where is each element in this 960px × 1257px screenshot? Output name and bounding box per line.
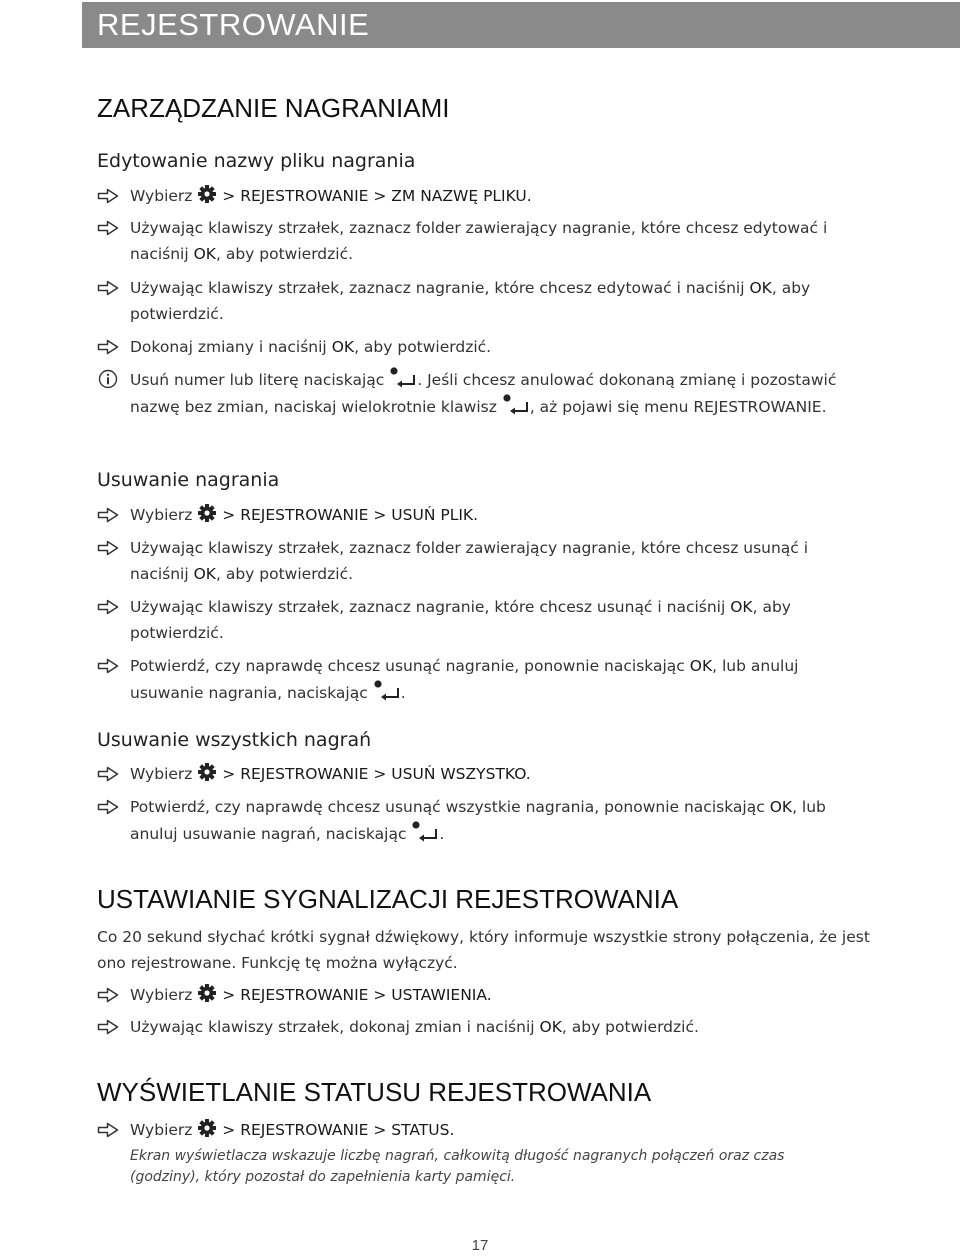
arrow-right-icon bbox=[97, 658, 119, 674]
step-text: Wybierz bbox=[130, 1121, 193, 1139]
arrow-right-icon bbox=[97, 799, 119, 815]
step-edit-4 bbox=[97, 334, 867, 360]
step-delete-1 bbox=[97, 502, 867, 528]
arrow-right-icon bbox=[97, 1019, 119, 1035]
back-key-icon bbox=[373, 679, 401, 701]
arrow-right-icon bbox=[97, 188, 119, 204]
step-edit-1 bbox=[97, 183, 867, 209]
step-text: , aby potwierdzić. bbox=[215, 245, 354, 263]
ok-key: OK bbox=[730, 598, 753, 616]
step-text: Wybierz bbox=[130, 765, 193, 783]
gear-icon bbox=[197, 1118, 217, 1138]
ok-key: OK bbox=[539, 1018, 562, 1036]
gear-icon bbox=[197, 503, 217, 523]
gear-icon bbox=[197, 983, 217, 1003]
step-text: , aby potwierdzić. bbox=[130, 279, 811, 323]
step-status-1 bbox=[97, 1117, 867, 1143]
menu-path: > REJESTROWANIE > STATUS. bbox=[222, 1121, 455, 1139]
arrow-right-icon bbox=[97, 987, 119, 1003]
ok-key: OK bbox=[689, 657, 713, 675]
signal-description: Co 20 sekund słychać krótki sygnał dźwiękowy, który informuje wszystkie strony połączenia, że jest ono rejestrowane. Funkcję tę można wyłączyć. bbox=[97, 928, 870, 972]
step-text: Wybierz bbox=[130, 506, 193, 524]
step-edit-2 bbox=[97, 215, 867, 267]
back-key-icon bbox=[389, 366, 417, 388]
arrow-right-icon bbox=[97, 1122, 119, 1138]
step-text: Potwierdź, czy naprawdę chcesz usunąć wszystkie nagrania, ponownie naciskając bbox=[130, 798, 765, 816]
step-text: Używając klawiszy strzałek, zaznacz folder zawierający nagranie, które chcesz edytować i naciśnij bbox=[130, 219, 828, 263]
note-text: , aż pojawi się menu REJESTROWANIE. bbox=[529, 398, 827, 416]
note-text: . Jeśli chcesz anulować dokonaną zmianę i pozostawić nazwę bez zmian, naciskaj wielokrotnie klawisz bbox=[130, 371, 837, 416]
arrow-right-icon bbox=[97, 507, 119, 523]
ok-key: OK bbox=[769, 798, 793, 816]
ok-key: OK bbox=[193, 565, 216, 583]
step-delete-3 bbox=[97, 594, 867, 646]
step-edit-3 bbox=[97, 275, 867, 327]
step-delete-4 bbox=[97, 653, 867, 706]
ok-key: OK bbox=[331, 338, 355, 356]
step-text: , aby potwierdzić. bbox=[561, 1018, 699, 1036]
step-text: Używając klawiszy strzałek, dokonaj zmian i naciśnij bbox=[130, 1018, 535, 1036]
step-text: . bbox=[400, 684, 406, 702]
section-title-status: WYŚWIETLANIE STATUSU REJESTROWANIA bbox=[97, 1077, 652, 1107]
subsection-title-edit: Edytowanie nazwy pliku nagrania bbox=[97, 150, 416, 172]
step-text: Używając klawiszy strzałek, zaznacz folder zawierający nagranie, które chcesz usunąć i naciśnij bbox=[130, 539, 809, 583]
arrow-right-icon bbox=[97, 766, 119, 782]
step-text: Wybierz bbox=[130, 187, 193, 205]
step-signal-1 bbox=[97, 982, 867, 1008]
step-delete-2 bbox=[97, 535, 867, 587]
step-text: Potwierdź, czy naprawdę chcesz usunąć nagranie, ponownie naciskając bbox=[130, 657, 685, 675]
arrow-right-icon bbox=[97, 339, 119, 355]
step-signal-2 bbox=[97, 1014, 867, 1040]
step-text: Dokonaj zmiany i naciśnij bbox=[130, 338, 327, 356]
section-title-signal: USTAWIANIE SYGNALIZACJI REJESTROWANIA bbox=[97, 884, 679, 914]
back-key-icon bbox=[411, 820, 439, 842]
info-note-edit bbox=[97, 366, 867, 420]
step-text: Używając klawiszy strzałek, zaznacz nagranie, które chcesz edytować i naciśnij bbox=[130, 279, 745, 297]
section-title-manage: ZARZĄDZANIE NAGRANIAMI bbox=[97, 93, 450, 123]
subsection-title-delete: Usuwanie nagrania bbox=[97, 469, 280, 491]
page-number: 17 bbox=[471, 1237, 489, 1254]
menu-path: > REJESTROWANIE > USUŃ WSZYSTKO. bbox=[222, 765, 531, 783]
arrow-right-icon bbox=[97, 220, 119, 236]
step-delete-all-2 bbox=[97, 794, 867, 847]
step-delete-all-1 bbox=[97, 761, 867, 787]
step-text: Wybierz bbox=[130, 986, 193, 1004]
menu-path: > REJESTROWANIE > ZM NAZWĘ PLIKU. bbox=[222, 187, 532, 205]
subsection-title-delete-all: Usuwanie wszystkich nagrań bbox=[97, 729, 372, 751]
status-note: Ekran wyświetlacza wskazuje liczbę nagrań, całkowitą długość nagranych połączeń oraz czas (godziny), który pozostał do zapełnienia karty pamięci. bbox=[130, 1148, 785, 1185]
step-text: , aby potwierdzić. bbox=[130, 598, 791, 642]
page-header-title: REJESTROWANIE bbox=[97, 7, 370, 42]
step-text: , aby potwierdzić. bbox=[354, 338, 492, 356]
back-key-icon bbox=[502, 393, 530, 415]
step-text: . bbox=[439, 825, 445, 843]
note-text: Usuń numer lub literę naciskając bbox=[130, 371, 385, 389]
ok-key: OK bbox=[749, 279, 772, 297]
header-bar bbox=[82, 2, 960, 48]
menu-path: > REJESTROWANIE > USUŃ PLIK. bbox=[222, 506, 478, 524]
arrow-right-icon bbox=[97, 599, 119, 615]
ok-key: OK bbox=[193, 245, 216, 263]
arrow-right-icon bbox=[97, 280, 119, 296]
gear-icon bbox=[197, 762, 217, 782]
step-text: Używając klawiszy strzałek, zaznacz nagranie, które chcesz usunąć i naciśnij bbox=[130, 598, 726, 616]
menu-path: > REJESTROWANIE > USTAWIENIA. bbox=[222, 986, 492, 1004]
step-text: , aby potwierdzić. bbox=[215, 565, 354, 583]
step-text: , lub anuluj usuwanie nagrań, naciskając bbox=[130, 798, 826, 843]
step-text: , lub anuluj usuwanie nagrania, naciskając bbox=[130, 657, 799, 702]
info-circle-icon bbox=[98, 369, 118, 389]
gear-icon bbox=[197, 184, 217, 204]
arrow-right-icon bbox=[97, 540, 119, 556]
